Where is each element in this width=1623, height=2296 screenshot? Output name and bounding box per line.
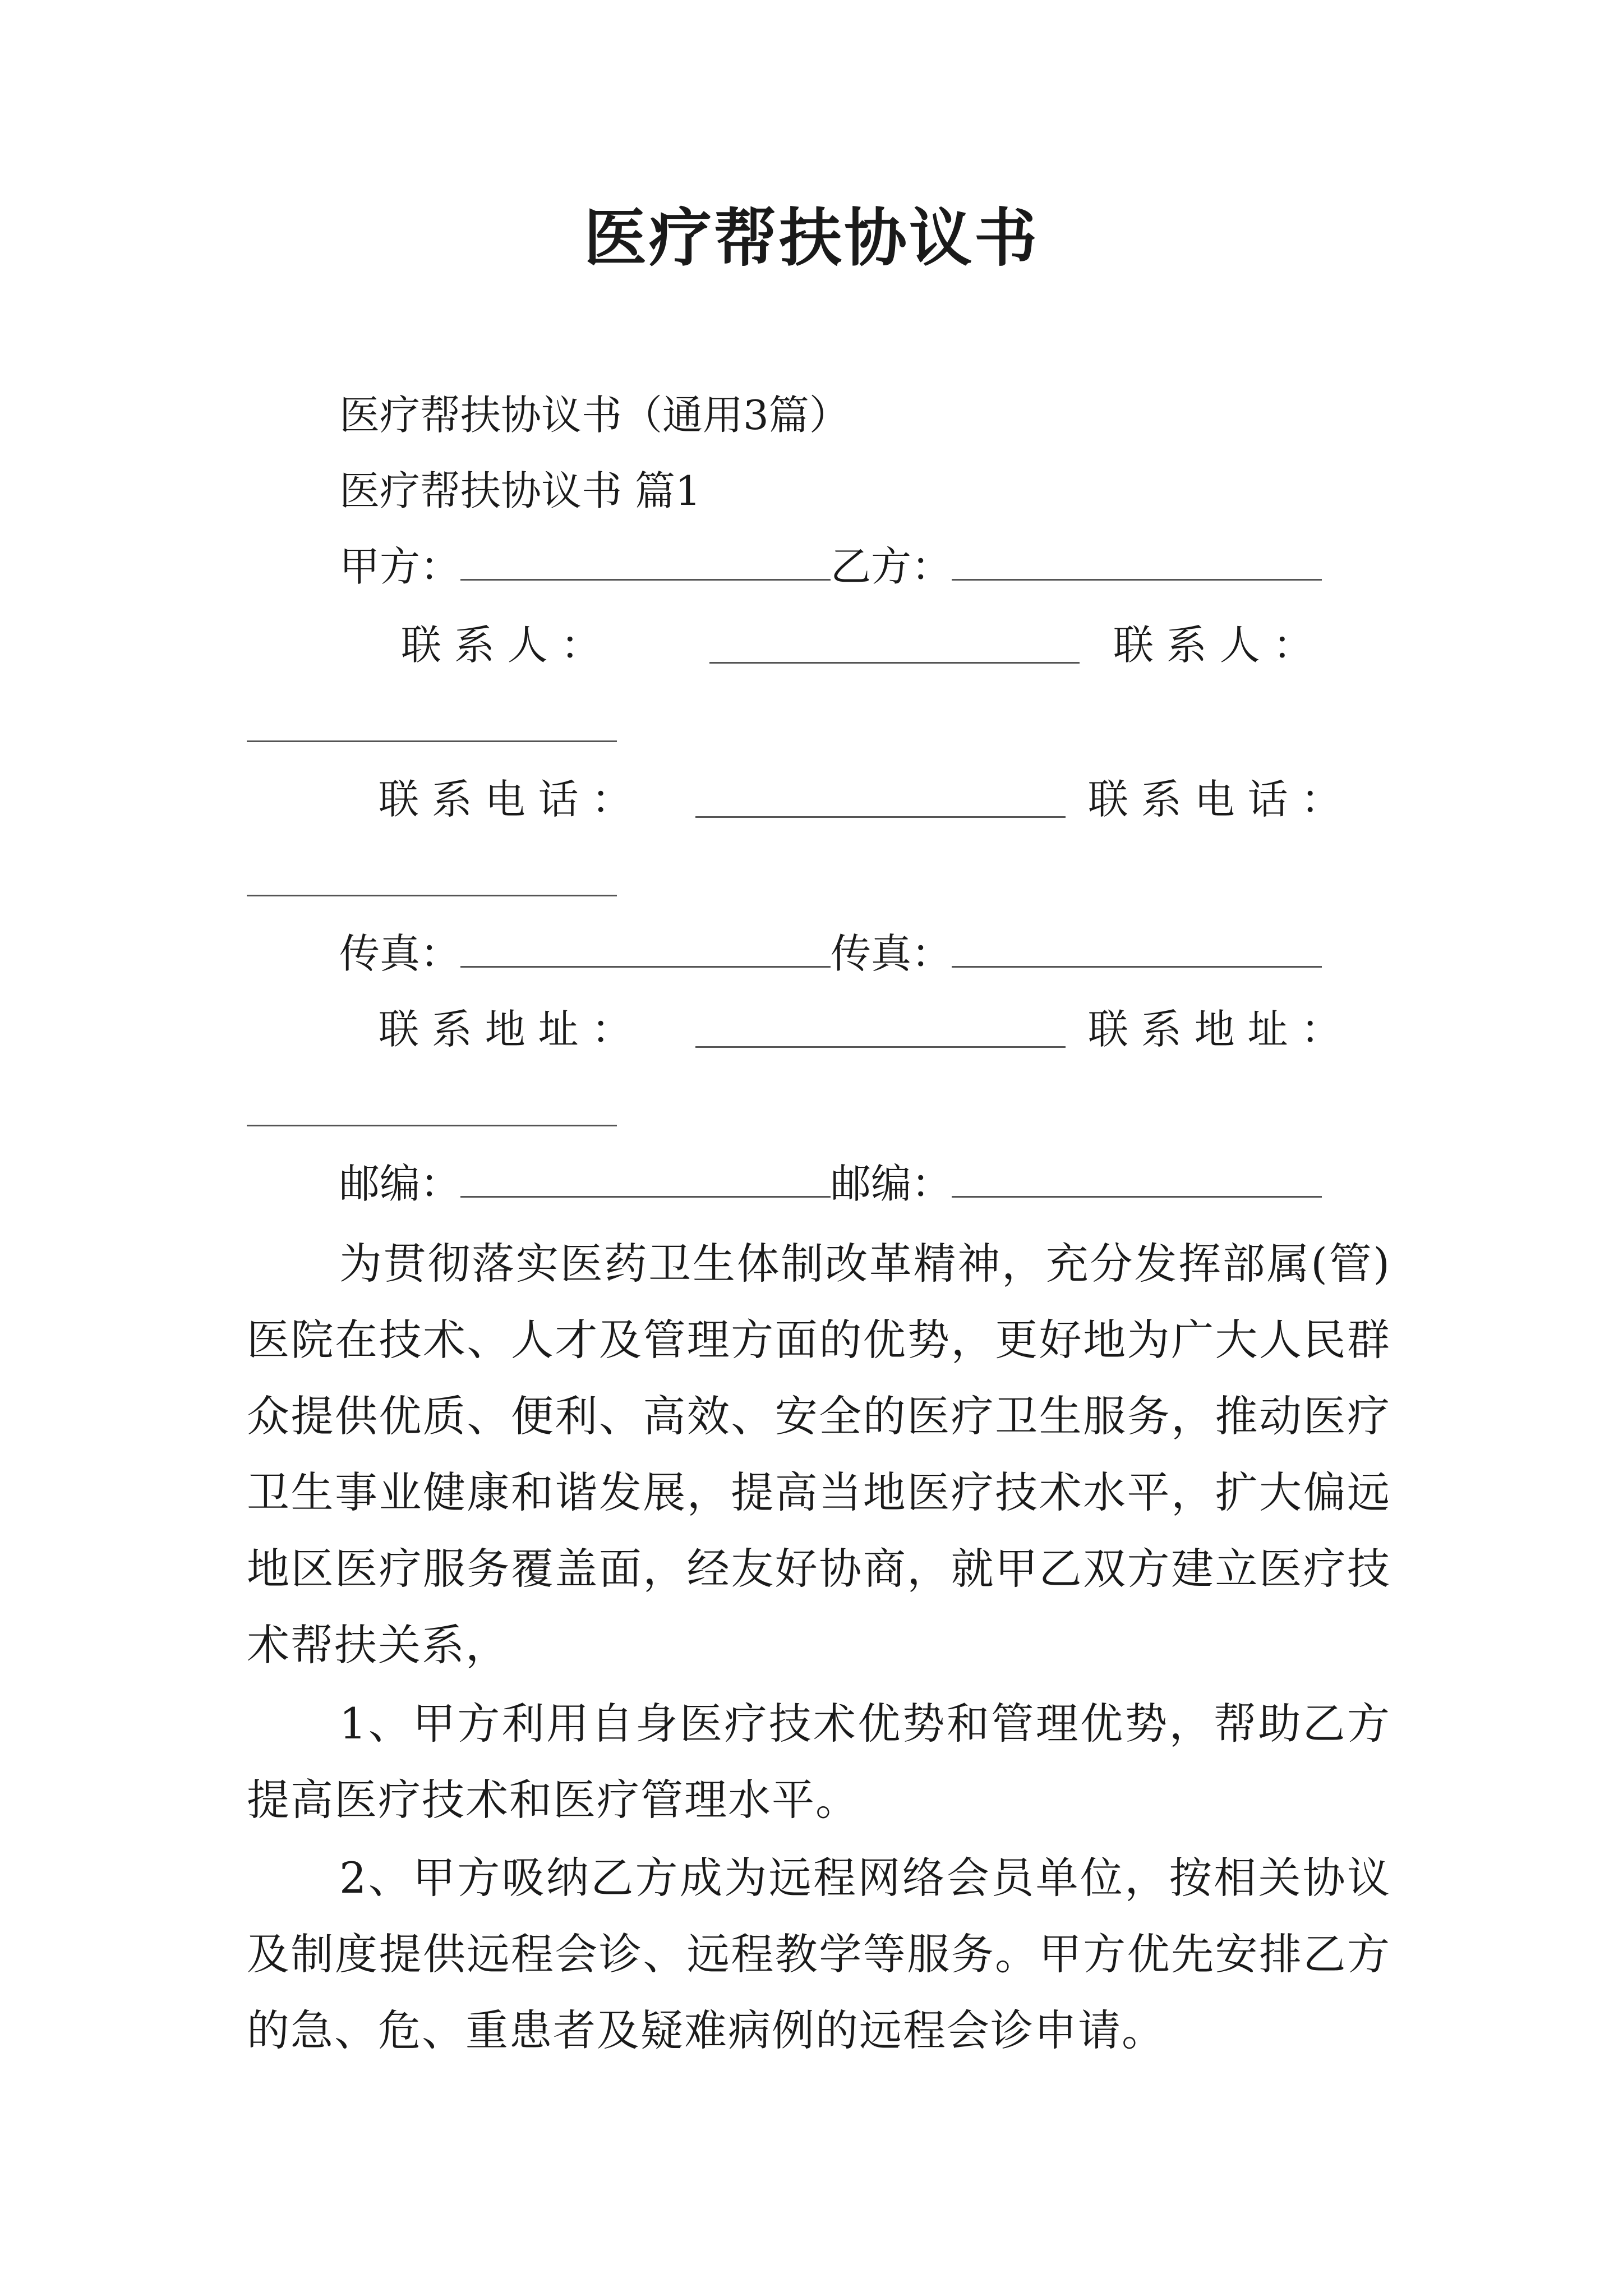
party-b-field[interactable] bbox=[952, 556, 1322, 581]
contact-label-a: 联 系 人 ： bbox=[401, 622, 601, 669]
document-subtitle: 医疗帮扶协议书（通用3篇） bbox=[339, 392, 850, 439]
zip-label-b: 邮编： bbox=[831, 1160, 952, 1207]
contact-field-a[interactable] bbox=[709, 662, 1080, 664]
address-label-b: 联 系 地 址 ： bbox=[1088, 1006, 1341, 1053]
party-b-label: 乙方： bbox=[831, 543, 952, 590]
fax-label-b: 传真： bbox=[831, 930, 952, 977]
contact-label-b: 联 系 人 ： bbox=[1113, 622, 1313, 669]
fax-field-a[interactable] bbox=[460, 944, 831, 968]
zip-field-a[interactable] bbox=[460, 1174, 831, 1198]
section-heading: 医疗帮扶协议书 篇1 bbox=[339, 467, 701, 514]
phone-label-b: 联 系 电 话 ： bbox=[1088, 776, 1341, 823]
document-title: 医疗帮扶协议书 bbox=[584, 201, 1039, 275]
phone-label-a: 联 系 电 话 ： bbox=[379, 776, 632, 823]
fax-row bbox=[339, 926, 1322, 982]
party-a-field[interactable] bbox=[460, 556, 831, 581]
address-label-a: 联 系 地 址 ： bbox=[379, 1006, 632, 1053]
body-paragraph-item-2: 2、甲方吸纳乙方成为远程网络会员单位，按相关协议及制度提供远程会诊、远程教学等服务。甲方优先安排乙方的急、危、重患者及疑难病例的远程会诊申请。 bbox=[247, 1853, 1391, 2055]
party-a-label: 甲方： bbox=[339, 543, 461, 590]
fax-field-b[interactable] bbox=[952, 944, 1322, 968]
contact-field-b[interactable] bbox=[247, 740, 617, 742]
zip-label-a: 邮编： bbox=[339, 1160, 461, 1207]
body-paragraph-item-1: 1、甲方利用自身医疗技术优势和管理优势，帮助乙方提高医疗技术和医疗管理水平。 bbox=[247, 1699, 1391, 1825]
zip-row bbox=[339, 1156, 1322, 1212]
phone-field-b[interactable] bbox=[247, 895, 617, 896]
zip-field-b[interactable] bbox=[952, 1174, 1322, 1198]
address-field-b[interactable] bbox=[247, 1125, 617, 1126]
address-field-a[interactable] bbox=[695, 1046, 1066, 1048]
body-paragraph-intro: 为贯彻落实医药卫生体制改革精神，充分发挥部属(管)医院在技术、人才及管理方面的优势，更好地为广大人民群众提供优质、便利、高效、安全的医疗卫生服务，推动医疗卫生事业健康和谐发展，提高当地医疗技术水平，扩大偏远地区医疗服务覆盖面，经友好协商，就甲乙双方建立医疗技术帮扶关系， bbox=[247, 1239, 1391, 1670]
fax-label-a: 传真： bbox=[339, 930, 461, 977]
phone-field-a[interactable] bbox=[695, 816, 1066, 818]
party-row bbox=[339, 539, 1322, 595]
